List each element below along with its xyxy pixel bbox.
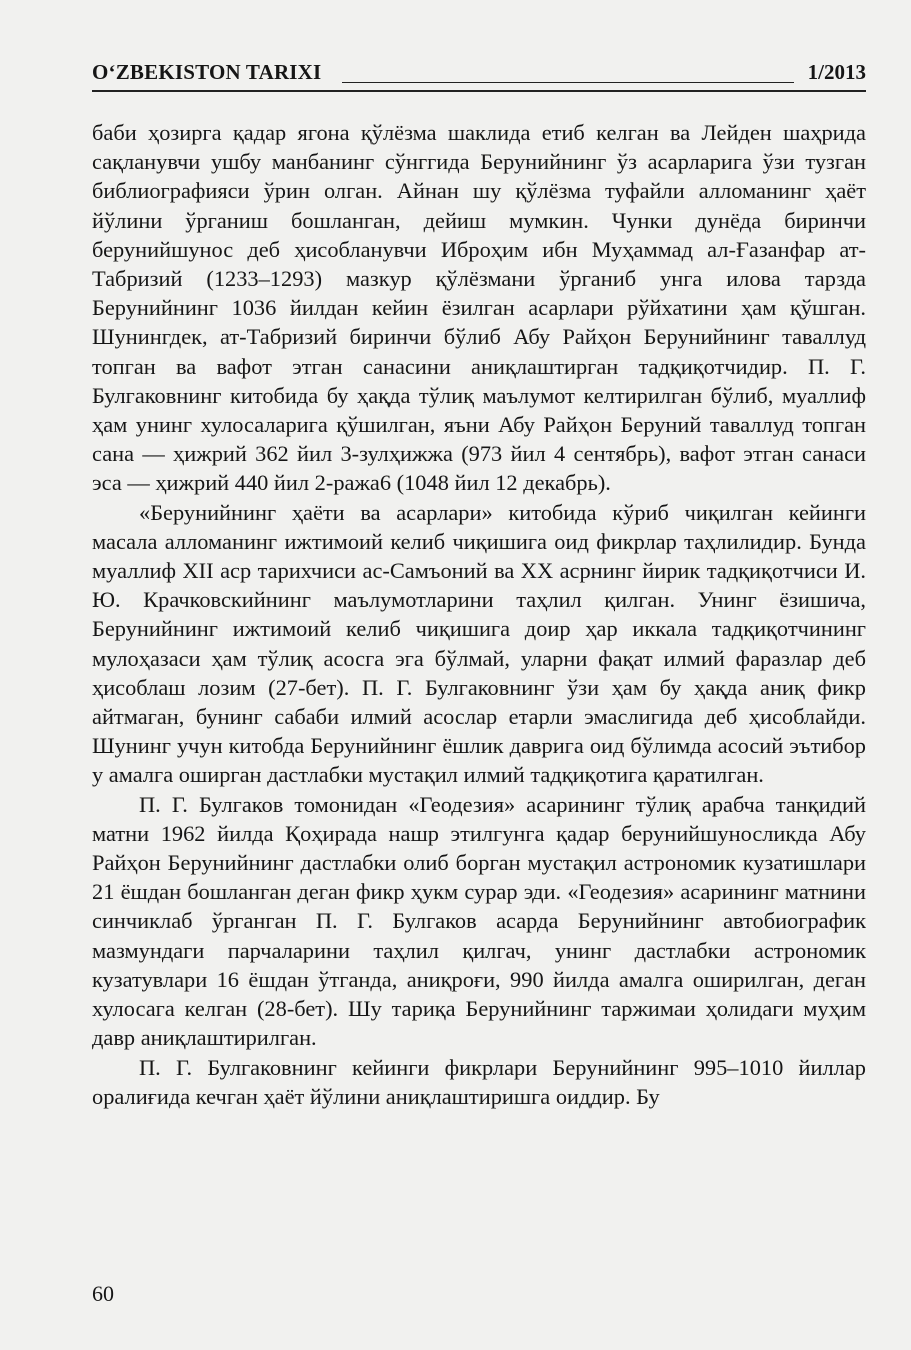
running-header [92,56,866,92]
paragraph-social-origin: «Берунийнинг ҳаёти ва асарлари» китобида кўриб чиқилган кейинги масала алломанинг ижтимоий келиб чиқишига оид фикрлар таҳлилидир. Бунда муаллиф XII аср тарихчиси ас-Самъоний ва XX асрнинг йирик тадқиқотчиси И. Ю. Крачковскийнинг маълумотларини таҳлил қилган. Унинг ёзишича, Берунийнинг ижтимоий келиб чиқишига доир ҳар иккала тадқиқотчининг мулоҳазаси ҳам тўлиқ асосга эга бўлмай, уларни фақат илмий фаразлар деб ҳисоблаш лозим (27-бет). П. Г. Булгаковнинг ўзи ҳам бу ҳақда аниқ фикр айтмаган, бунинг сабаби илмий асослар етарли эмаслигида деб ҳисоблайди. Шунинг учун китобда Берунийнинг ёшлик даврига оид бўлимда асосий эътибор у амалга оширган дастлабки мустақил илмий тадқиқотига қаратилган. [92,499,866,788]
header-rule [342,82,794,83]
paragraph-geodesy: П. Г. Булгаков томонидан «Геодезия» асарининг тўлиқ арабча танқидий матни 1962 йилда Қоҳирада нашр этилгунга қадар берунийшуносликда Абу Райҳон Берунийнинг дастлабки олиб борган мустақил астрономик кузатишлари 21 ёшдан бошланган деган фикр ҳукм сурар эди. «Геодезия» асарининг матнини синчиклаб ўрганган П. Г. Булгаков асарда Берунийнинг автобиографик мазмундаги парчаларини таҳлил қилгач, унинг дастлабки астрономик кузатувлари 16 ёшдан ўтганда, аниқроғи, 990 йилда амалга оширилган, деган хулосага келган (28-бет). Шу тариқа Берунийнинг таржимаи ҳолидаги муҳим давр аниқлаштирилган. [92,791,866,1051]
page-number: 60 [92,1281,114,1306]
paragraph-later-thoughts: П. Г. Булгаковнинг кейинги фикрлари Берунийнинг 995–1010 йиллар оралиғида кечган ҳаёт йўлини аниқлаштиришга оиддир. Бу [92,1054,866,1109]
issue-number: 1/2013 [807,60,866,84]
paragraph-continuation: баби ҳозирга қадар ягона қўлёзма шаклида етиб келган ва Лейден шаҳрида сақланувчи ушбу манбанинг сўнггида Берунийнинг ўз асарларига ўзи тузган библиографияси ўрин олган. Айнан шу қўлёзма туфайли алломанинг ҳаёт йўлини ўрганиш бошланган, дейиш мумкин. Чунки дунёда биринчи берунийшунос деб ҳисобланувчи Иброҳим ибн Муҳаммад ал-Ғазанфар ат-Табризий (1233–1293) мазкур қўлёзмани ўрганиб унга илова тарзда Берунийнинг 1036 йилдан кейин ёзилган асарлари рўйхатини ҳам қўшган. Шунингдек, ат-Табризий биринчи бўлиб Абу Райҳон Берунийнинг таваллуд топган ва вафот этган санасини аниқлаштирган тадқиқотчидир. П. Г. Булгаковнинг китобида бу ҳақда тўлиқ маълумот келтирилган бўлиб, муаллиф ҳам унинг хулосаларига қўшилган, яъни Абу Райҳон Беруний таваллуд топган сана — ҳижрий 362 йил 3-зулҳижжа (973 йил 4 сентябрь), вафот этган санаси эса — ҳижрий 440 йил 2-ража6 (1048 йил 12 декабрь). [92,120,866,496]
journal-title: O‘ZBEKISTON TARIXI [92,60,322,84]
article-body [92,118,866,1111]
header-divider [92,90,866,92]
